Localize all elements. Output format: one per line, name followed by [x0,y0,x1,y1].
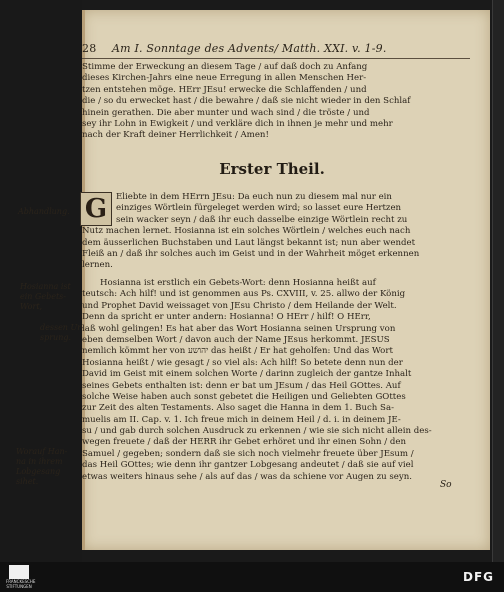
text-line: Fleiß an / daß ihr solches auch im Geist und in der Wahrheit möget erkennen [82,248,420,259]
text-line: sein wacker seyn / daß ihr euch dasselbe einzige Wörtlein recht zu [116,214,408,225]
running-header [82,42,412,58]
margin-line: dessen Ur- [40,323,84,332]
marginal-note-abhandlung [18,207,70,217]
margin-line: Lobgesang [16,467,61,476]
text-line: einziges Wörtlein fürgeleget werden wird; so lasset eure Hertzen [116,203,402,214]
viewer-footer-bar [0,562,504,592]
margin-line: Worauf Han- [16,447,68,456]
text-line: das Heil GOttes; wie denn ihr gantzer Lobgesang andeutet / daß sie auf viel [82,460,414,471]
header-rule [82,58,470,59]
margin-line: na in ihrem [16,457,63,466]
viewer-scrollbar[interactable] [492,0,504,562]
text-line: etwas weiters hinaus sehe / als auf das / was da schiene vor Augen zu seyn. [82,471,413,482]
text-line: muelis am II. Cap. v. 1. Ich freue mich in deinem Heil / d. i. in deinem JE- [82,414,401,425]
margin-line: ein Gebets- [20,292,66,301]
text-line: nach der Kraft deiner Herrlichkeit / Amen! [82,130,269,141]
margin-line: Abhandlung. [18,207,70,216]
text-line: seines Gebets enthalten ist: denn er bat um JEsum / das Heil GOttes. Auf [82,380,401,391]
logo-mark-icon [9,565,29,579]
text-line: Denn da spricht er unter andern: Hosianna! O HErr / hilf! O HErr, [82,312,371,323]
intro-paragraph [82,62,472,142]
text-line: lernen. [82,260,113,271]
logo-caption: FRANCKESCHE STIFTUNGEN [6,579,36,589]
text-line: David im Geist mit einem solchen Worte / darinn zugleich der gantze Inhalt [82,369,412,380]
text-line: sey ihr Lohn in Ewigkeit / und verkläre dich in ihnen je mehr und mehr [82,118,393,129]
page-number: 28 [82,42,97,55]
text-line: Hosianna ist erstlich ein Gebets-Wort: denn Hosianna heißt auf [100,278,376,288]
running-title: Am I. Sonntage des Advents/ Matth. XXI. v. 1-9. [112,42,387,55]
abhandlung-paragraph [82,192,472,272]
text-line: dem äusserlichen Buchstaben und Laut längst bekannt ist; nun aber wendet [82,237,416,248]
text-line: eben demselben Wort / davon auch der Name JEsus herkommt. JESUS [82,334,390,345]
marginal-note-gebets-wort [20,282,71,312]
text-line: hinein gerathen. Die aber munter und wach sind / die tröste / und [82,107,370,118]
text-line: dieses Kirchen-Jahrs eine neue Erregung in allen Menschen Her- [82,73,367,84]
marginal-note-ursprung [40,323,84,343]
text-line: laß wohl gelingen! Es hat aber das Wort Hosianna seinen Ursprung von [82,323,396,334]
margin-line: sihet. [16,477,39,486]
indented-lines [116,192,472,226]
text-line: solche Weise haben auch sonst gebetet die Heiligen und Geliebten GOttes [82,391,406,402]
dropcap-initial: G [80,192,112,226]
margin-line: Hosianna ist [20,282,71,291]
dfg-logo[interactable]: DFG [462,570,494,584]
full-width-lines [82,226,472,272]
hosianna-paragraph [82,278,472,483]
catchword: So [440,480,452,490]
marginal-note-hanna [16,447,67,487]
francke-foundation-logo[interactable] [6,565,36,589]
text-line: wegen freuete / daß der HERR ihr Gebet erhöret und ihr einen Sohn / den [82,437,407,448]
text-line: Samuel / gegeben; sondern daß sie sich noch vielmehr freuete über JEsum / [82,448,414,459]
text-line: Eliebte in dem HErrn JEsu: Da euch nun zu diesem mal nur ein [116,192,392,202]
text-line: die / so du erwecket hast / die bewahre / daß sie nicht wieder in den Schlaf [82,96,411,107]
section-heading: Erster Theil. [219,160,325,178]
margin-line: Wort, [20,302,43,311]
text-line: nemlich kömmt her von יהושע das heißt / Er hat geholfen: Und das Wort [82,346,393,357]
margin-line: sprung. [40,333,72,342]
text-line: tzen entstehen möge. HErr JEsu! erwecke die Schlaffenden / und [82,84,367,95]
text-line: und Prophet David weissaget von JEsu Christo / dem Heilande der Welt. [82,300,397,311]
text-line: zur Zeit des alten Testaments. Also saget die Hanna in dem 1. Buch Sa- [82,403,394,414]
text-line: Hosianna heißt / wie gesagt / so viel als: Ach hilf! So betete denn nun der [82,357,403,368]
text-line: Stimme der Erweckung an diesem Tage / auf daß doch zu Anfang [82,62,368,72]
text-line: Nutz machen lernet. Hosianna ist ein solches Wörtlein / welches euch nach [82,226,411,237]
text-line: su / und gab durch solchen Ausdruck zu erkennen / wie sie sich nicht allein des- [82,426,432,437]
text-line: teutsch: Ach hilf! und ist genommen aus Ps. CXVIII, v. 25. allwo der König [82,289,406,300]
